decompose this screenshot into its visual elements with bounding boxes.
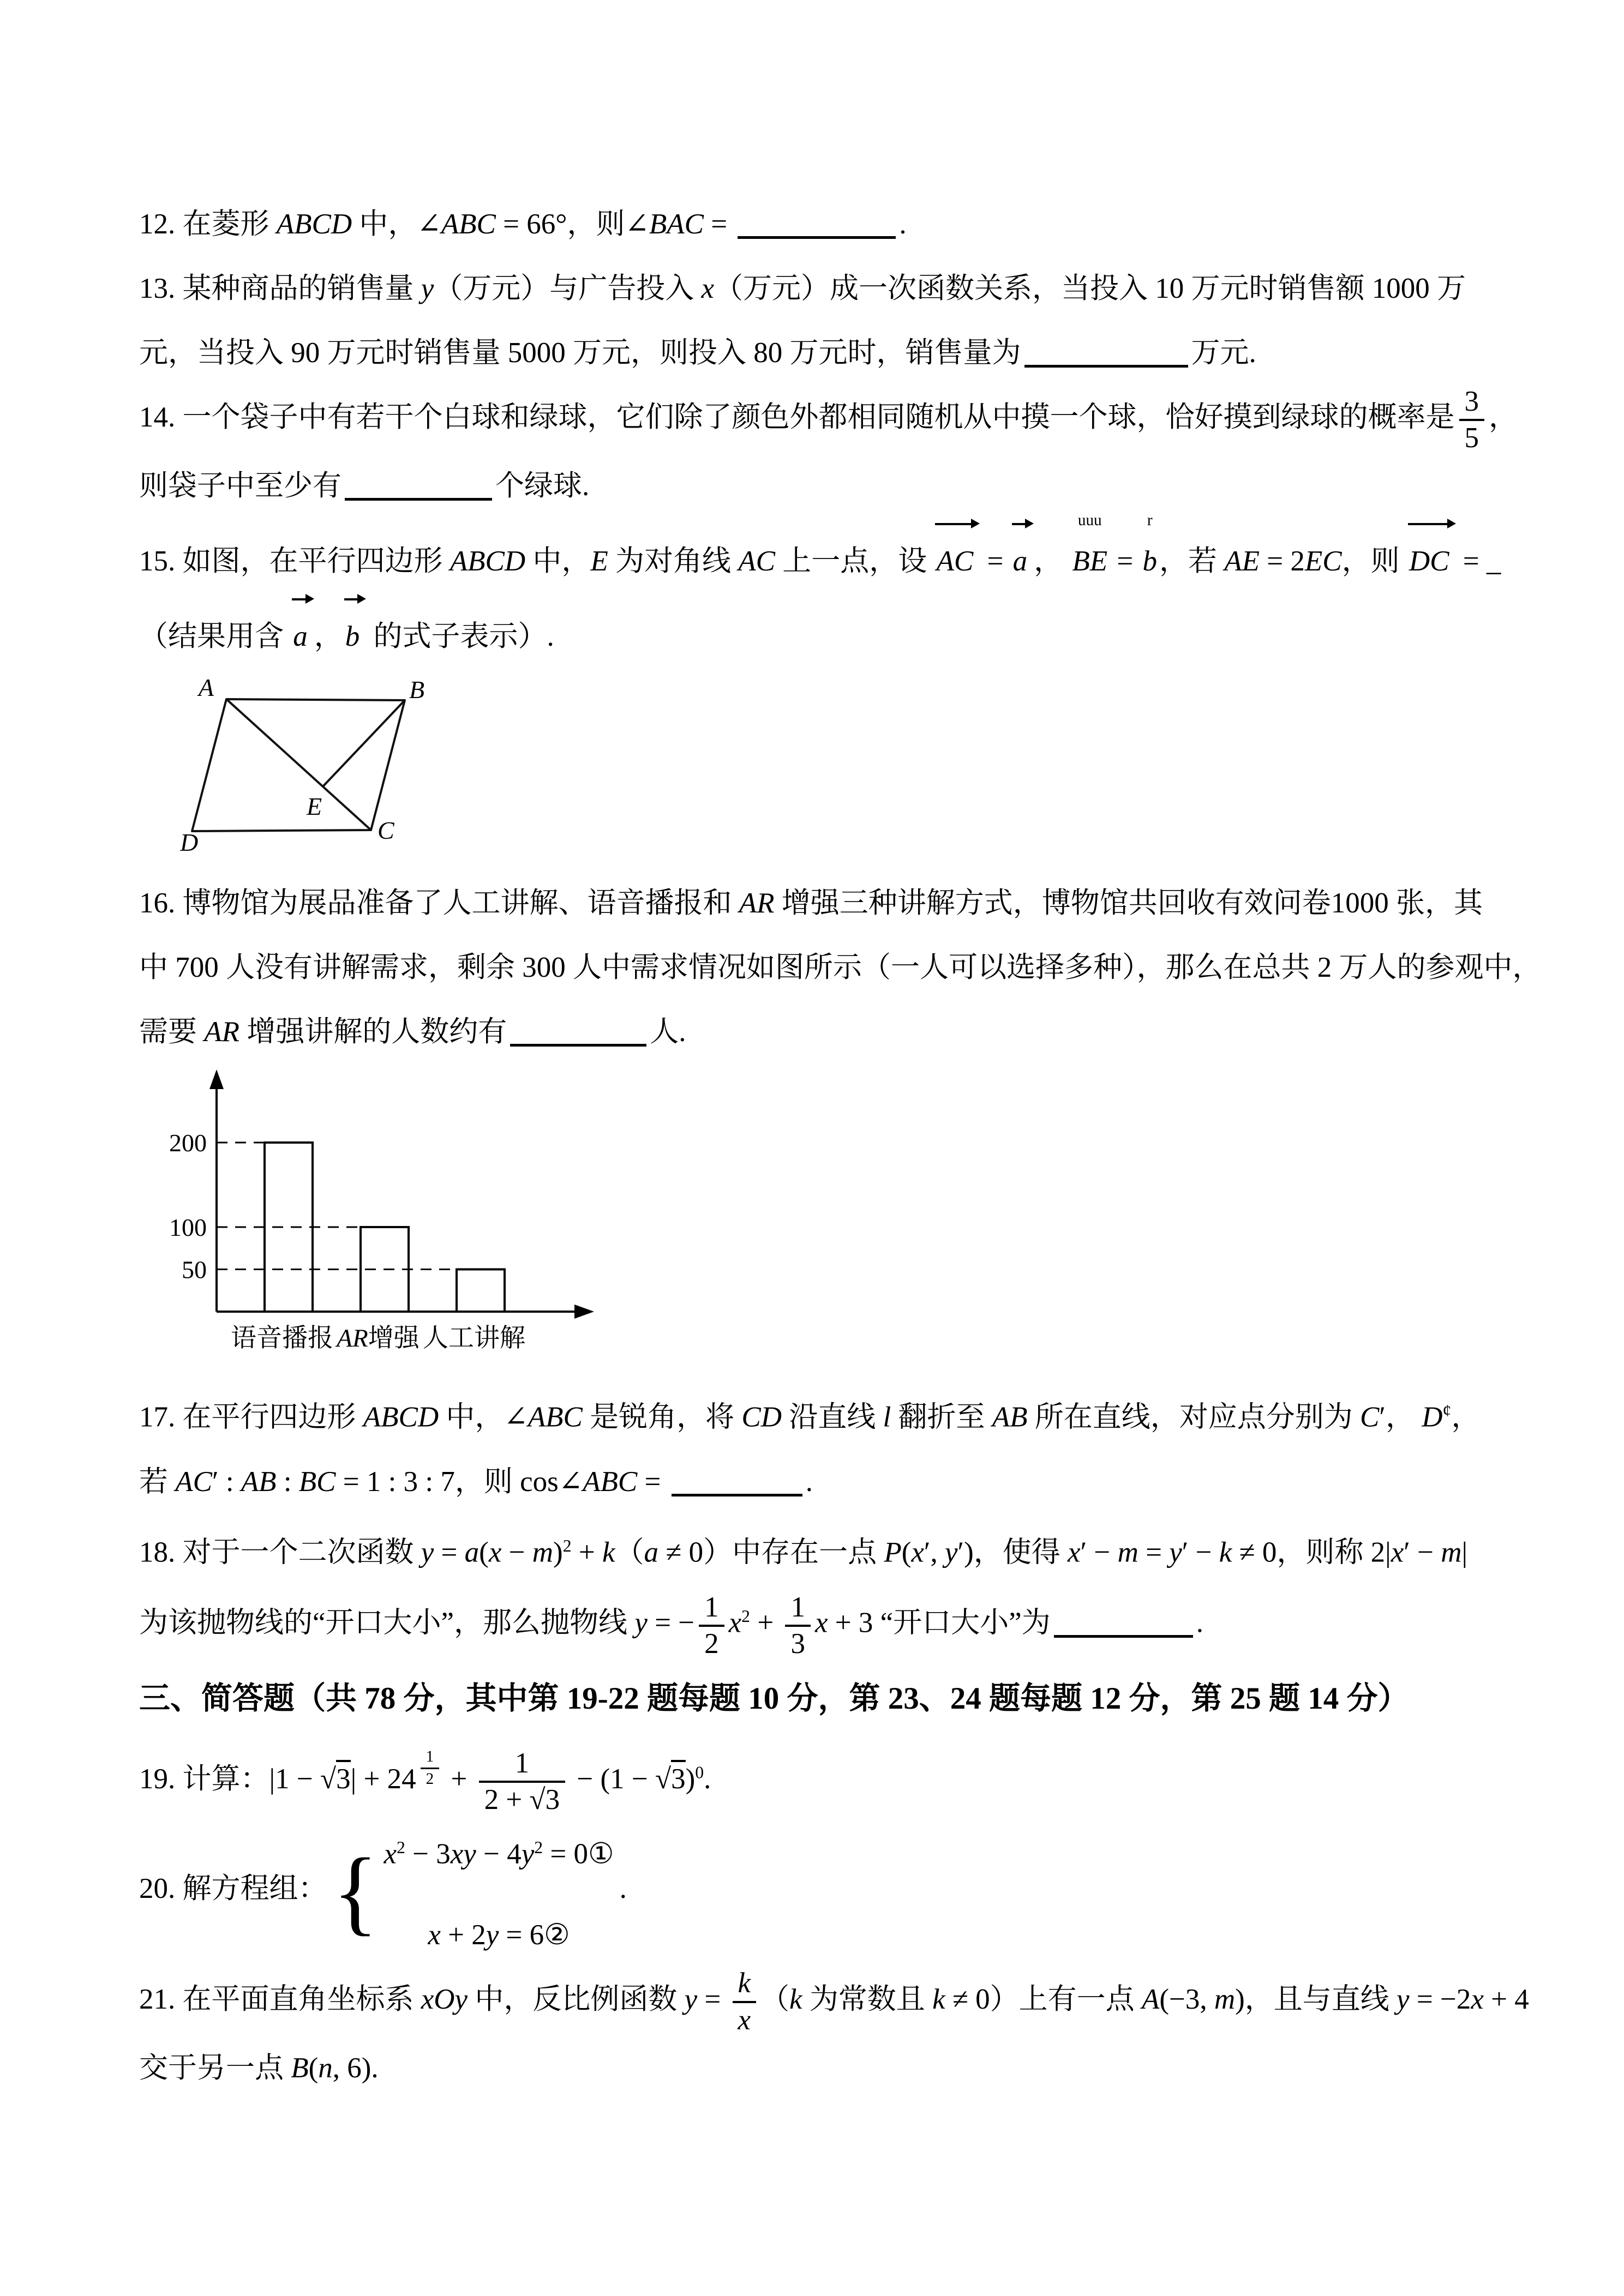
bar-chart-svg	[149, 1066, 607, 1372]
question-12: 12. 在菱形 ABCD 中，∠ABC = 66°，则∠BAC = .	[139, 208, 907, 240]
question-21-line-1: 21. 在平面直角坐标系 xOy 中，反比例函数 y = $\frac{k}{x}$ （k 为常数且 k ≠ 0）上有一点 A(−3, m)，且与直线 y = −2x + 4	[139, 1967, 1529, 2036]
question-14-line-2: 则袋子中至少有 个绿球.	[139, 470, 590, 502]
question-16-line-1: 16. 博物馆为展品准备了人工讲解、语音播报和 AR 增强三种讲解方式，博物馆共回收有效问卷1000 张，其	[139, 887, 1483, 919]
vertex-label-e: E	[306, 792, 322, 821]
parallelogram-figure	[180, 676, 1525, 869]
question-13-line-1: 13. 某种商品的销售量 y（万元）与广告投入 x（万元）成一次函数关系，当投入 10 万元时销售额 1000 万	[139, 273, 1466, 304]
question-18-line-2: 为该抛物线的“开口大小”，那么抛物线 y = − $\frac{1}{2}$ $x^2$ + $\frac{1}{3}$ x + 3 “开口大小”为 .	[139, 1591, 1203, 1660]
question-16-line-3: 需要 AR 增强讲解的人数约有 人.	[139, 1016, 686, 1048]
question-15-line-2: （结果用含 a ，b 的式子表示）.	[139, 593, 1525, 669]
x-category-label: 语音播报	[231, 1324, 333, 1353]
vertex-label-b: B	[409, 676, 425, 704]
bar-chart	[149, 1066, 1525, 1379]
question-19: 19. 计算：|1 − √3| + 24 $^{\frac{1}{2}}$ + $\frac{1}{2 + √3}$ − $(1 - √3)^0$.	[139, 1747, 711, 1816]
exam-content	[139, 192, 1542, 2100]
question-15-line-1: 15. 如图，在平行四边形 ABCD 中，E 为对角线 AC 上一点，设 AC = a ， uuu BE = r b，若 AE = 2EC，则 DC = _	[139, 518, 1525, 593]
x-category-label: 人工讲解	[423, 1324, 525, 1353]
question-13-line-2: 元，当投入 90 万元时销售量 5000 万元，则投入 80 万元时，销售量为 万元.	[139, 337, 1256, 369]
vertex-label-a: A	[198, 676, 214, 702]
y-axis-arrow-icon	[209, 1069, 224, 1089]
vertex-label-c: C	[377, 816, 394, 845]
parallelogram-svg	[180, 676, 436, 862]
x-axis-arrow-icon	[574, 1305, 594, 1319]
bar-0	[265, 1143, 313, 1312]
x-category-label: AR增强	[337, 1324, 420, 1353]
question-16-line-2: 中 700 人没有讲解需求，剩余 300 人中需求情况如图所示（一人可以选择多种），那么在总共 2 万人的参观中，	[139, 952, 1542, 984]
y-tick-label: 100	[169, 1213, 207, 1242]
question-17-line-1: 17. 在平行四边形 ABCD 中，∠ABC 是锐角，将 CD 沿直线 l 翻折至 AB 所在直线，对应点分别为 C′， D¢，	[139, 1401, 1481, 1433]
parallelogram-lines	[192, 699, 405, 831]
y-tick-label: 200	[169, 1129, 207, 1157]
question-18-line-1: 18. 对于一个二次函数 $y = a(x - m)^2 + k(a \ne 0)$中存在一点 P(x′, y′)，使得 x′ − m = y′ − k ≠ 0，则称 2|x′ − m|	[139, 1536, 1468, 1568]
question-17-line-2: 若 AC′ : AB : BC = 1 : 3 : 7，则 cos∠ABC = .	[139, 1465, 813, 1498]
question-20: 20. 解方程组： { $x^2 - 3xy - 4y^2$ = 0① x + 2y = 6② .	[139, 1838, 627, 1951]
vertex-label-d: D	[180, 828, 199, 857]
section-heading: 三、简答题（共 78 分，其中第 19-22 题每题 10 分，第 23、24 题每题 12 分，第 25 题 14 分）	[139, 1681, 1409, 1716]
question-21-line-2: 交于另一点 B(n, 6).	[139, 2052, 379, 2084]
bar-2	[457, 1270, 505, 1312]
question-14-line-1: 14. 一个袋子中有若干个白球和绿球，它们除了颜色外都相同随机从中摸一个球，恰好摸到绿球的概率是 $\frac{3}{5}$ ，	[139, 385, 1518, 454]
y-tick-label: 50	[182, 1255, 207, 1284]
